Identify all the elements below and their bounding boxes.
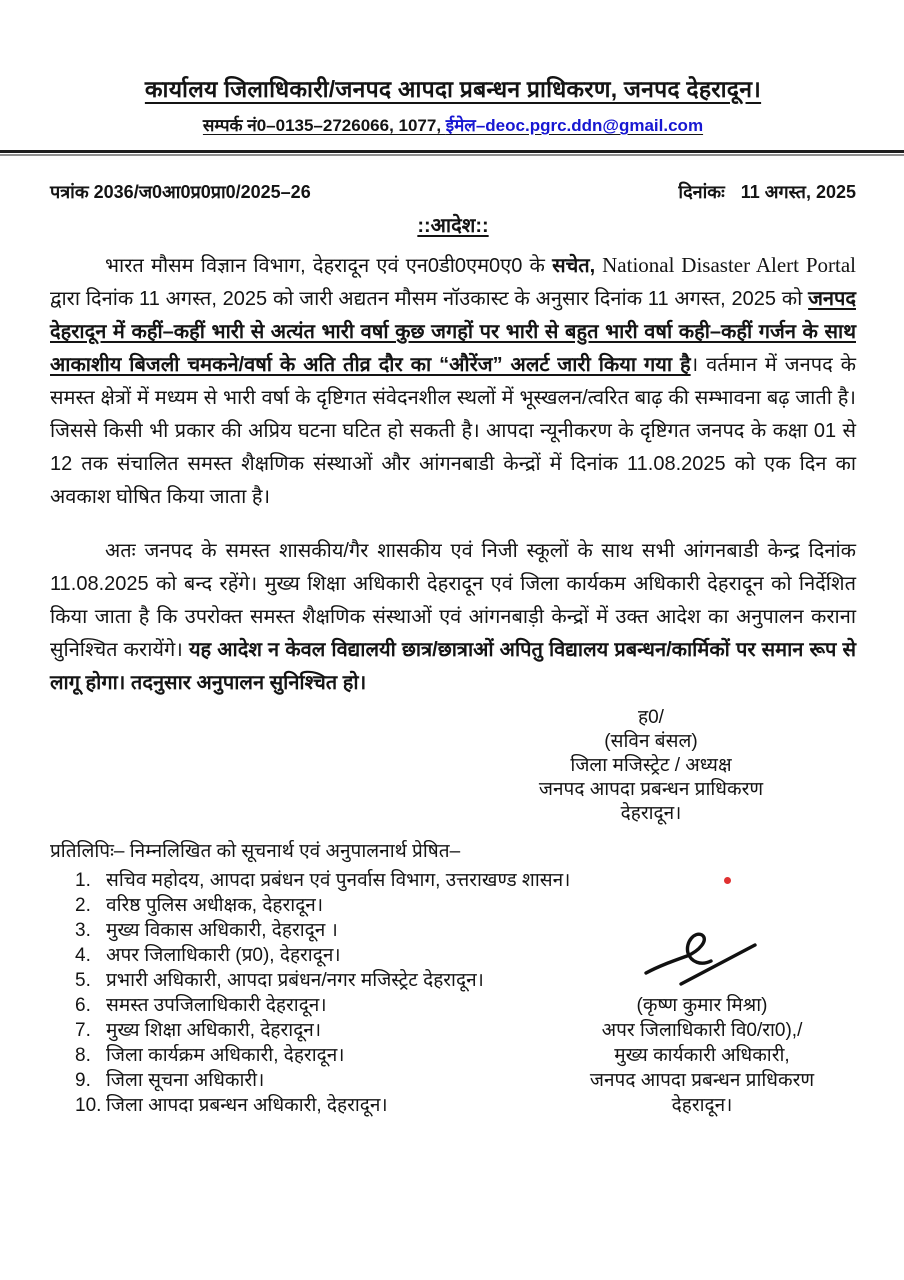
office-title: कार्यालय जिलाधिकारी/जनपद आपदा प्रबन्धन प्राधिकरण, जनपद देहरादून। bbox=[144, 76, 762, 102]
date-value: 11 अगस्त, 2025 bbox=[740, 182, 856, 202]
para1-alert-highlight: जनपद देहरादून में कहीं–कहीं भारी से अत्यंत भारी वर्षा कुछ जगहों पर भारी से बहुत भारी वर्षा कही–कहीं गर्जन के साथ आकाशीय बिजली चमकने/वर्षा के अति तीव्र दौर का “औरेंज” अलर्ट जारी किया गया है bbox=[50, 288, 856, 376]
signatory-designation2: मुख्य कार्यकारी अधिकारी, bbox=[614, 1045, 790, 1066]
signatory-place: देहरादून। bbox=[671, 1095, 733, 1116]
item-text: जिला कार्यक्रम अधिकारी, देहरादून। bbox=[106, 1045, 345, 1066]
paragraph-closure-order bbox=[50, 535, 856, 700]
signatory-name: (कृष्ण कुमार मिश्रा) bbox=[636, 995, 768, 1016]
item-number: 6. bbox=[75, 995, 91, 1016]
header-divider-rule bbox=[0, 150, 904, 156]
item-number: 2. bbox=[75, 895, 91, 916]
item-text: मुख्य शिक्षा अधिकारी, देहरादून। bbox=[106, 1020, 322, 1041]
list-item bbox=[50, 893, 610, 918]
item-number: 5. bbox=[75, 970, 91, 991]
item-text: अपर जिलाधिकारी (प्र0), देहरादून। bbox=[106, 945, 341, 966]
item-text: प्रभारी अधिकारी, आपदा प्रबंधन/नगर मजिस्ट्रेट देहरादून। bbox=[106, 970, 484, 991]
item-text: मुख्य विकास अधिकारी, देहरादून । bbox=[106, 920, 338, 941]
signatory-block-adm bbox=[537, 928, 867, 1118]
item-text: जिला आपदा प्रबन्धन अधिकारी, देहरादून। bbox=[106, 1095, 388, 1116]
item-number: 10. bbox=[75, 1095, 102, 1116]
item-text: जिला सूचना अधिकारी। bbox=[106, 1070, 265, 1091]
date-label: दिनांकः bbox=[678, 182, 725, 202]
red-dot-mark bbox=[724, 877, 731, 884]
item-number: 8. bbox=[75, 1045, 91, 1066]
paragraph-weather-alert bbox=[50, 249, 856, 514]
list-item bbox=[50, 918, 610, 943]
list-item bbox=[50, 868, 610, 893]
signatory-org: जनपद आपदा प्रबन्धन प्राधिकरण bbox=[538, 779, 764, 800]
item-number: 7. bbox=[75, 1020, 91, 1041]
para1-text: द्वारा दिनांक 11 अगस्त, 2025 को जारी अद्यतन मौसम नॉउकास्ट के अनुसार दिनांक 11 अगस्त, 2025 को bbox=[50, 288, 809, 310]
signatory-org: जनपद आपदा प्रबन्धन प्राधिकरण bbox=[589, 1070, 815, 1091]
copy-to-list bbox=[50, 868, 610, 1118]
item-number: 9. bbox=[75, 1070, 91, 1091]
list-item bbox=[50, 1043, 610, 1068]
item-text: समस्त उपजिलाधिकारी देहरादून। bbox=[106, 995, 327, 1016]
handwritten-signature-icon bbox=[643, 928, 761, 990]
date-group bbox=[678, 180, 856, 204]
item-text: वरिष्ठ पुलिस अधीक्षक, देहरादून। bbox=[106, 895, 324, 916]
signatory-designation: जिला मजिस्ट्रेट / अध्यक्ष bbox=[570, 755, 732, 776]
order-heading: ::आदेश:: bbox=[417, 215, 489, 237]
para1-bold-word: सचेत, bbox=[552, 255, 596, 277]
list-item bbox=[50, 968, 610, 993]
contact-line bbox=[50, 113, 856, 136]
para1-text: । वर्तमान में जनपद के समस्त क्षेत्रों में मध्यम से भारी वर्षा के दृष्टिगत संवेदनशील स्थलों में भूस्खलन/त्वरित बाढ़ की सम्भावना बढ़ जाती है। जिससे किसी भी प्रकार की अप्रिय घटना घटित हो सकती है। आपदा न्यूनीकरण के दृष्टिगत जनपद के कक्षा 01 से 12 तक संचालित समस्त शैक्षणिक संस्थाओं और आंगनबाडी केन्द्रों में दिनांक 11.08.2025 को एक दिन का अवकाश घोषित किया जाता है। bbox=[50, 354, 857, 508]
para1-text: भारत मौसम विज्ञान विभाग, देहरादून एवं एन0डी0एम0ए0 के bbox=[105, 255, 553, 277]
signed-mark: ह0/ bbox=[638, 707, 664, 728]
signatory-name: (सविन बंसल) bbox=[604, 731, 698, 752]
contact-numbers: सम्पर्क नं0–0135–2726066, 1077, bbox=[202, 116, 446, 135]
meta-row bbox=[50, 180, 856, 204]
letter-ref-number: पत्रांक 2036/ज0आ0प्र0प्रा0/2025–26 bbox=[50, 182, 311, 202]
para2-text: अतः जनपद के समस्त शासकीय/गैर शासकीय एवं निजी स्कूलों के साथ सभी आंगनबाडी केन्द्र दिनांक 11.08.2025 को बन्द रहेंगे। मुख्य शिक्षा अधिकारी देहरादून एवं जिला कार्यकम अधिकारी देहरादून को निर्देशित किया जाता है कि उपरोक्त समस्त शैक्षणिक संस्थाओं एवं आंगनबाड़ी केन्द्रों में उक्त आदेश का अनुपालन कराना सुनिश्चित करायेंगे। bbox=[50, 540, 856, 661]
para1-portal-name: National Disaster Alert Portal bbox=[595, 253, 856, 277]
list-item bbox=[50, 1068, 610, 1093]
item-number: 3. bbox=[75, 920, 91, 941]
item-number: 1. bbox=[75, 870, 91, 891]
signatory-designation: अपर जिलाधिकारी वि0/रा0),/ bbox=[601, 1020, 803, 1041]
para2-bold-directive: यह आदेश न केवल विद्यालयी छात्र/छात्राओं अपितु विद्यालय प्रबन्धन/कार्मिकों पर समान रूप से लागू होगा। तदनुसार अनुपालन सुनिश्चित हो। bbox=[50, 639, 856, 694]
item-number: 4. bbox=[75, 945, 91, 966]
list-item bbox=[50, 943, 610, 968]
list-item bbox=[50, 1018, 610, 1043]
list-item bbox=[50, 1093, 610, 1118]
item-text: सचिव महोदय, आपदा प्रबंधन एवं पुनर्वास विभाग, उत्तराखण्ड शासन। bbox=[106, 870, 571, 891]
list-item bbox=[50, 993, 610, 1018]
email-link[interactable]: ईमेल–deoc.pgrc.ddn@gmail.com bbox=[445, 116, 704, 135]
signatory-block-dm bbox=[481, 706, 821, 826]
signatory-place: देहरादून। bbox=[620, 803, 682, 824]
copy-to-intro: प्रतिलिपिः– निम्नलिखित को सूचनार्थ एवं अनुपालनार्थ प्रेषित– bbox=[50, 841, 461, 862]
